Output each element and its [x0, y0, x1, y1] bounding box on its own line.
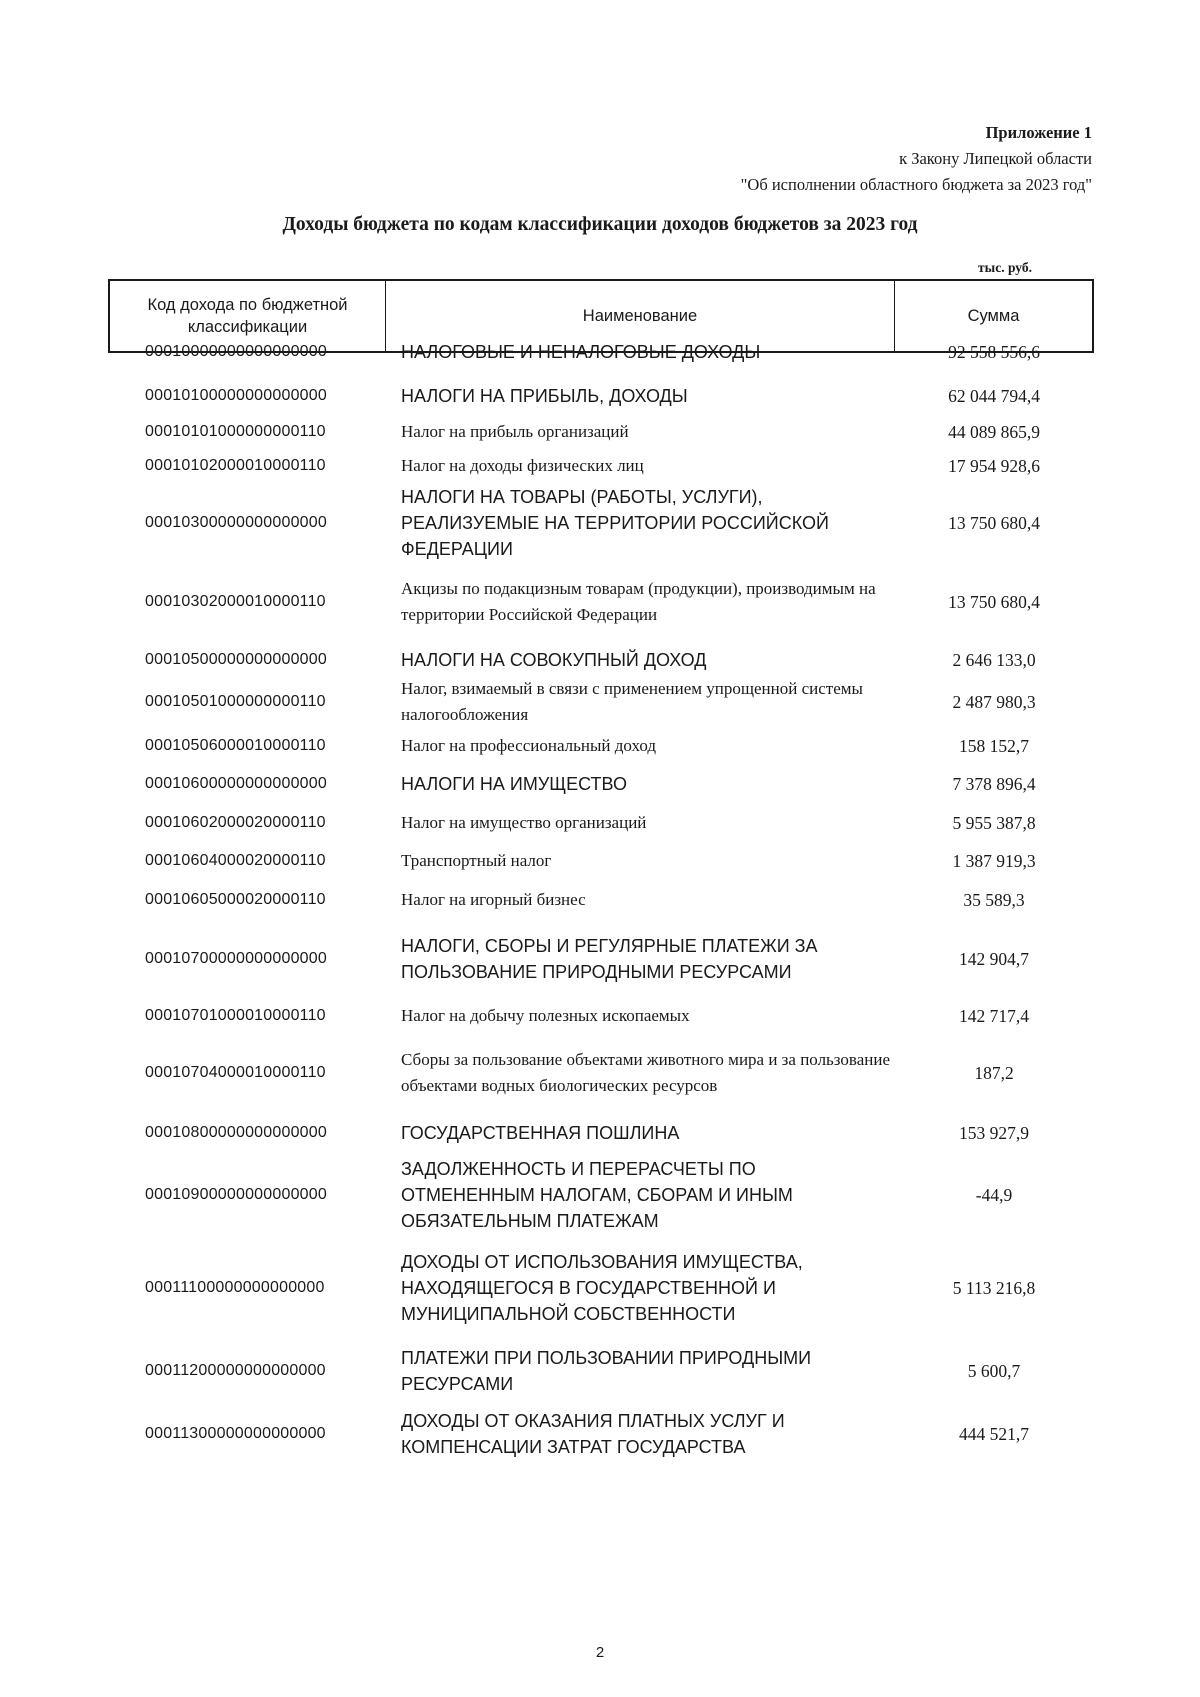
row-name: НАЛОГИ НА ИМУЩЕСТВО [401, 774, 627, 794]
row-sum: 2 487 980,3 [952, 691, 1036, 712]
row-sum: 5 600,7 [967, 1360, 1021, 1381]
row-code: 00011100000000000000 [145, 1279, 325, 1296]
row-sum: -44,9 [975, 1184, 1013, 1205]
row-name: Налог на профессиональный доход [401, 736, 656, 755]
row-sum: 444 521,7 [959, 1423, 1029, 1444]
table-row [0, 676, 1200, 728]
row-name: НАЛОГИ НА ПРИБЫЛЬ, ДОХОДЫ [401, 386, 688, 406]
row-name: НАЛОГОВЫЕ И НЕНАЛОГОВЫЕ ДОХОДЫ [401, 342, 761, 362]
row-name: Налог на прибыль организаций [401, 422, 629, 441]
row-sum: 17 954 928,6 [948, 455, 1040, 476]
appendix-law-line: к Закону Липецкой области [899, 149, 1092, 168]
table-row [0, 733, 1200, 759]
row-code: 00010500000000000000 [145, 651, 327, 668]
row-sum: 7 378 896,4 [952, 773, 1036, 794]
header-name: Наименование [386, 281, 895, 351]
row-name: НАЛОГИ НА СОВОКУПНЫЙ ДОХОД [401, 650, 707, 670]
table-row [0, 1249, 1200, 1327]
row-code: 00010100000000000000 [145, 387, 327, 404]
row-name: Акцизы по подакцизным товарам (продукции), производимым на территории Российской Федерации [401, 579, 876, 624]
row-code: 00010700000000000000 [145, 950, 327, 967]
row-name: Налог, взимаемый в связи с применением упрощенной системы налогообложения [401, 679, 863, 724]
row-code: 00010600000000000000 [145, 775, 327, 792]
row-name: НАЛОГИ НА ТОВАРЫ (РАБОТЫ, УСЛУГИ), РЕАЛИЗУЕМЫЕ НА ТЕРРИТОРИИ РОССИЙСКОЙ ФЕДЕРАЦИИ [401, 487, 829, 559]
row-sum: 153 927,9 [959, 1122, 1029, 1143]
row-sum: 2 646 133,0 [952, 649, 1036, 670]
row-sum: 44 089 865,9 [948, 421, 1040, 442]
row-code: 00010101000000000110 [145, 423, 326, 440]
row-name: ДОХОДЫ ОТ ИСПОЛЬЗОВАНИЯ ИМУЩЕСТВА, НАХОДЯЩЕГОСЯ В ГОСУДАРСТВЕННОЙ И МУНИЦИПАЛЬНОЙ СОБСТВЕННОСТИ [401, 1252, 803, 1324]
table-row [0, 848, 1200, 874]
table-row [0, 771, 1200, 797]
row-sum: 92 558 556,6 [948, 341, 1040, 362]
table-row [0, 339, 1200, 365]
units-label: тыс. руб. [978, 260, 1032, 275]
row-name: Сборы за пользование объектами животного мира и за пользование объектами водных биологических ресурсов [401, 1050, 891, 1095]
row-sum: 13 750 680,4 [948, 512, 1040, 533]
row-name: ГОСУДАРСТВЕННАЯ ПОШЛИНА [401, 1123, 680, 1143]
row-code: 00010501000000000110 [145, 693, 326, 710]
table-row [0, 576, 1200, 628]
table-row [0, 647, 1200, 673]
table-row [0, 383, 1200, 409]
appendix-block [741, 120, 1092, 198]
header-code: Код дохода по бюджетной классификации [110, 281, 386, 351]
appendix-law-title: "Об исполнении областного бюджета за 2023 год" [740, 175, 1092, 194]
table-row [0, 810, 1200, 836]
row-code: 00010302000010000110 [145, 593, 326, 610]
appendix-title: Приложение 1 [985, 123, 1092, 142]
row-code: 00010300000000000000 [145, 514, 327, 531]
row-sum: 158 152,7 [959, 735, 1029, 756]
row-code: 00010704000010000110 [145, 1064, 326, 1081]
row-sum: 142 904,7 [959, 948, 1029, 969]
row-code: 00010800000000000000 [145, 1124, 327, 1141]
table-row [0, 887, 1200, 913]
row-code: 00010605000020000110 [145, 891, 326, 908]
row-name: ЗАДОЛЖЕННОСТЬ И ПЕРЕРАСЧЕТЫ ПО ОТМЕНЕННЫМ НАЛОГАМ, СБОРАМ И ИНЫМ ОБЯЗАТЕЛЬНЫМ ПЛАТЕЖАМ [401, 1159, 793, 1231]
header-sum: Сумма [967, 307, 1020, 325]
row-code: 00010701000010000110 [145, 1007, 326, 1024]
row-code: 00010604000020000110 [145, 852, 326, 869]
table-row [0, 453, 1200, 479]
table-row [0, 1156, 1200, 1234]
row-code: 00010900000000000000 [145, 1186, 327, 1203]
row-code: 00010000000000000000 [145, 343, 327, 360]
row-name: Налог на игорный бизнес [401, 890, 586, 909]
row-sum: 1 387 919,3 [952, 850, 1036, 871]
table-row [0, 933, 1200, 985]
row-code: 00010102000010000110 [145, 457, 326, 474]
row-name: ПЛАТЕЖИ ПРИ ПОЛЬЗОВАНИИ ПРИРОДНЫМИ РЕСУРСАМИ [401, 1348, 812, 1394]
row-code: 00011200000000000000 [145, 1362, 326, 1379]
row-name: Налог на имущество организаций [401, 813, 647, 832]
row-sum: 187,2 [974, 1062, 1014, 1083]
row-sum: 62 044 794,4 [948, 385, 1040, 406]
table-row [0, 1003, 1200, 1029]
table-row [0, 1408, 1200, 1460]
table-row [0, 484, 1200, 562]
row-name: ДОХОДЫ ОТ ОКАЗАНИЯ ПЛАТНЫХ УСЛУГ И КОМПЕНСАЦИИ ЗАТРАТ ГОСУДАРСТВА [401, 1411, 785, 1457]
table-row [0, 1047, 1200, 1099]
row-name: Налог на доходы физических лиц [401, 456, 644, 475]
table-row [0, 1120, 1200, 1146]
page-number: 2 [595, 1644, 605, 1661]
row-code: 00011300000000000000 [145, 1425, 326, 1442]
row-sum: 5 113 216,8 [952, 1277, 1036, 1298]
row-sum: 5 955 387,8 [952, 812, 1036, 833]
row-name: НАЛОГИ, СБОРЫ И РЕГУЛЯРНЫЕ ПЛАТЕЖИ ЗА ПОЛЬЗОВАНИЕ ПРИРОДНЫМИ РЕСУРСАМИ [401, 936, 818, 982]
row-name: Налог на добычу полезных ископаемых [401, 1006, 690, 1025]
row-sum: 13 750 680,4 [948, 591, 1040, 612]
row-sum: 35 589,3 [963, 889, 1025, 910]
table-row [0, 419, 1200, 445]
row-code: 00010602000020000110 [145, 814, 326, 831]
table-row [0, 1345, 1200, 1397]
row-sum: 142 717,4 [959, 1005, 1029, 1026]
row-code: 00010506000010000110 [145, 737, 326, 754]
document-title: Доходы бюджета по кодам классификации доходов бюджетов за 2023 год [282, 214, 918, 235]
row-name: Транспортный налог [401, 851, 552, 870]
